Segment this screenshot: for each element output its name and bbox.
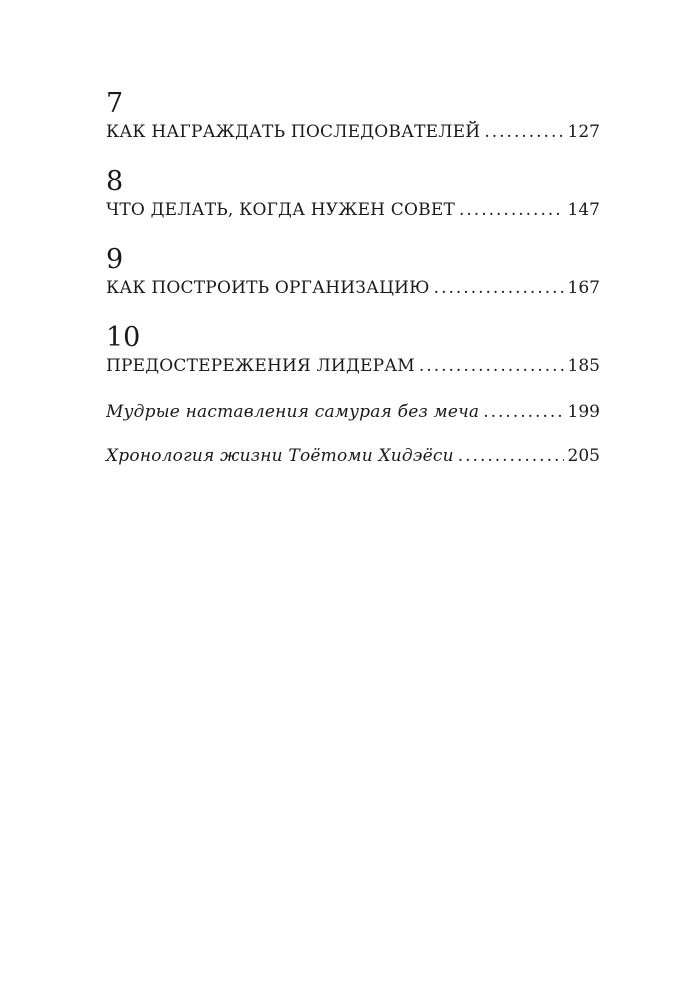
dot-leader [419,354,564,378]
toc-entry [106,276,600,300]
toc-entry [106,198,600,222]
chapter-number: 10 [106,322,141,353]
toc-entry [106,354,600,378]
toc-appendix-chronology [106,444,600,468]
dot-leader [483,400,563,424]
page-number: 199 [567,402,600,422]
page-number: 147 [567,200,600,220]
dot-leader [484,120,563,144]
dot-leader [459,198,564,222]
chapter-title: КАК НАГРАЖДАТЬ ПОСЛЕДОВАТЕЛЕЙ [106,122,481,142]
appendix-title: Хронология жизни Тоётоми Хидэёси [106,446,454,466]
appendix-title: Мудрые наставления самурая без меча [106,402,480,422]
dot-leader [458,444,564,468]
table-of-contents [106,88,600,468]
toc-appendix-wise-instructions [106,400,600,424]
chapter-number: 9 [106,244,124,275]
toc-chapter-8 [106,166,600,222]
page-number: 167 [567,278,600,298]
dot-leader [434,276,564,300]
chapter-title: ЧТО ДЕЛАТЬ, КОГДА НУЖЕН СОВЕТ [106,200,455,220]
chapter-title: КАК ПОСТРОИТЬ ОРГАНИЗАЦИЮ [106,278,430,298]
page-number: 185 [567,356,600,376]
chapter-number: 8 [106,166,124,197]
chapter-number: 7 [106,88,124,119]
toc-chapter-9 [106,244,600,300]
toc-entry [106,120,600,144]
page-number: 127 [567,122,600,142]
chapter-title: ПРЕДОСТЕРЕЖЕНИЯ ЛИДЕРАМ [106,356,415,376]
page-number: 205 [567,446,600,466]
toc-chapter-7 [106,88,600,144]
toc-chapter-10 [106,322,600,378]
